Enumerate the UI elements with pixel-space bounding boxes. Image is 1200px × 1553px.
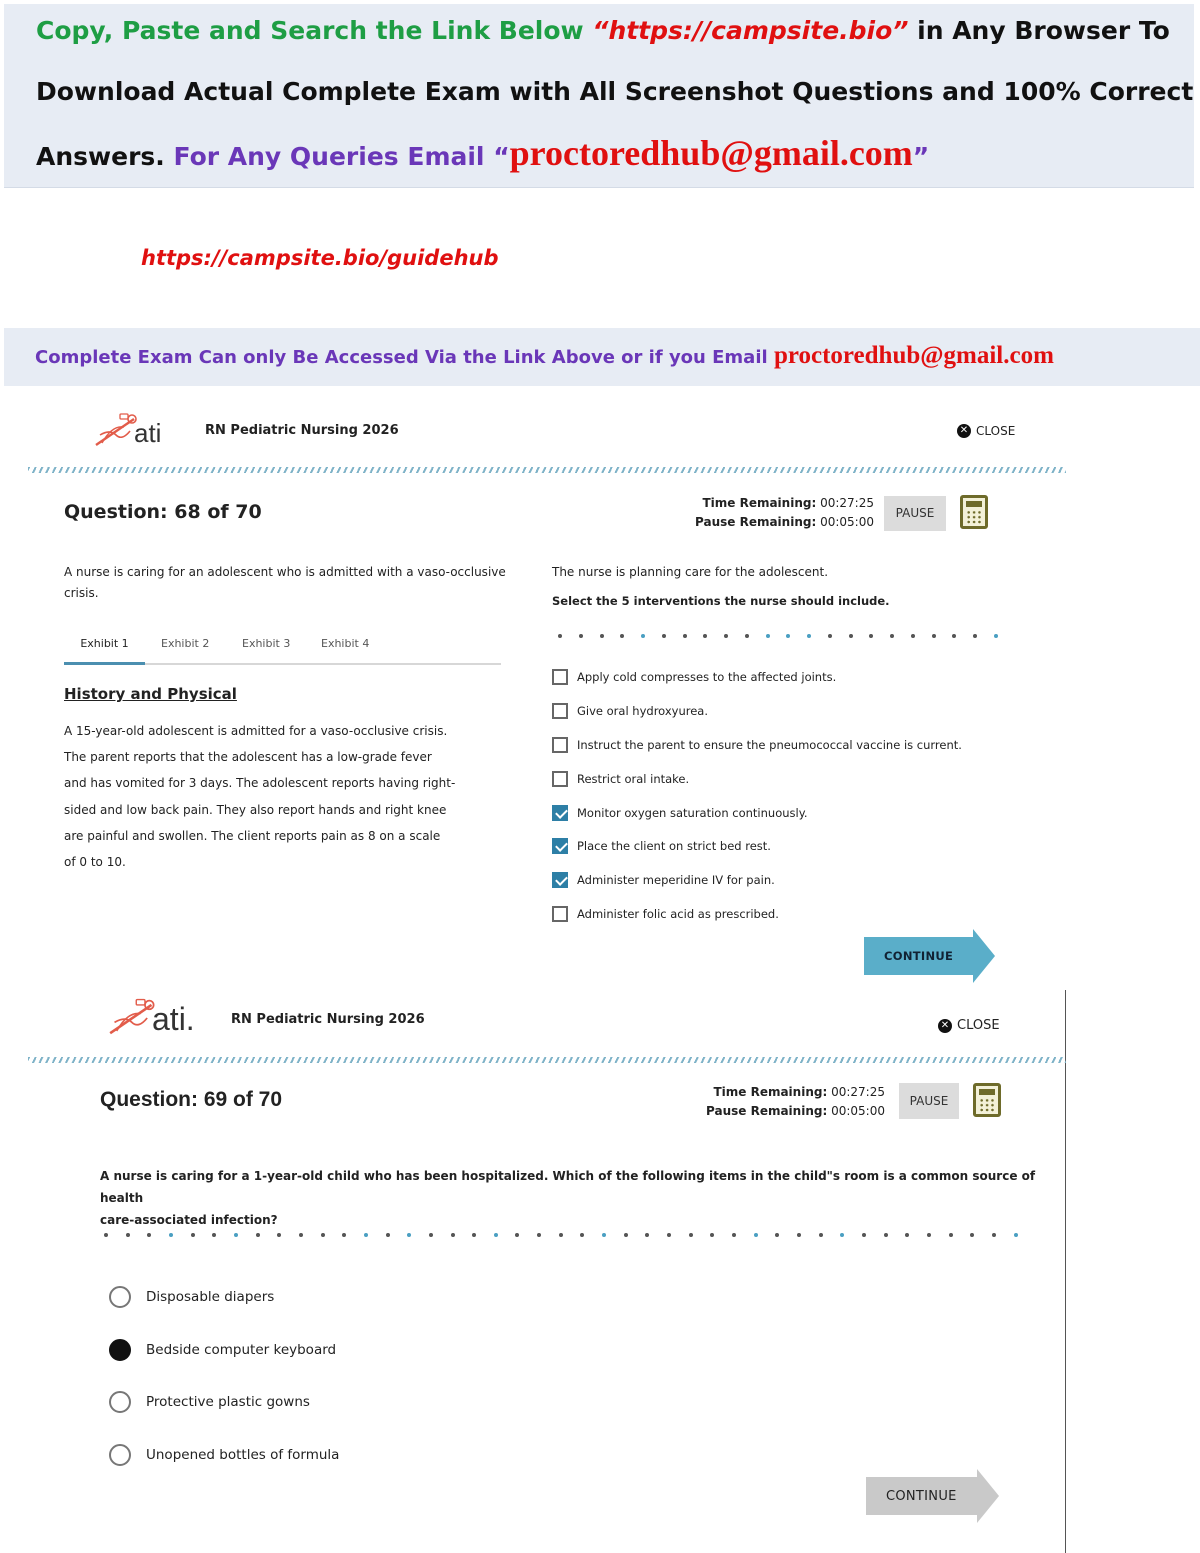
banner-line-1 [36,16,1170,45]
option-radio[interactable] [109,1391,310,1413]
progress-dot [364,1233,368,1237]
question-number: Question: 68 of 70 [64,501,262,523]
progress-dots [104,1231,1018,1239]
radio-button-selected[interactable] [109,1339,131,1361]
checkbox[interactable] [552,669,568,685]
progress-dot [580,1233,584,1237]
arrow-right-icon [977,1469,999,1523]
question-number: Question: 69 of 70 [100,1088,283,1111]
progress-dot [724,634,728,638]
calculator-icon-part [966,510,982,524]
ati-caduceus-logo-icon [108,998,158,1038]
option-label: Unopened bottles of formula [146,1447,340,1463]
pause-button[interactable]: PAUSE [884,496,946,531]
radio-button[interactable] [109,1444,131,1466]
option-checkbox[interactable] [552,838,771,854]
option-label: Disposable diapers [146,1289,275,1305]
progress-dot [579,634,583,638]
time-remaining-value: 00:27:25 [820,496,874,510]
progress-dot [710,1233,714,1237]
progress-dot [126,1233,130,1237]
exhibit-line: A 15-year-old adolescent is admitted for a vaso-occlusive crisis. [64,724,448,738]
progress-dot [234,1233,238,1237]
progress-dot [862,1233,866,1237]
course-title: RN Pediatric Nursing 2026 [205,423,399,438]
time-remaining-label: Time Remaining: [713,1085,828,1099]
option-checkbox[interactable] [552,805,808,821]
progress-dot [212,1233,216,1237]
header-divider [28,1057,1066,1063]
checkbox-checked[interactable] [552,872,568,888]
tab-exhibit-4[interactable]: Exhibit 4 [321,637,370,650]
question-stem [100,1165,1040,1231]
progress-dot [927,1233,931,1237]
course-title: RN Pediatric Nursing 2026 [231,1012,425,1027]
progress-dot [299,1233,303,1237]
progress-dot [970,1233,974,1237]
quote-mark: “ [493,142,510,171]
arrow-right-icon [973,929,995,983]
radio-button[interactable] [109,1286,131,1308]
progress-dot [797,1233,801,1237]
calculator-icon-part [979,1089,995,1095]
progress-dot [775,1233,779,1237]
exhibit-body [64,718,464,875]
progress-dot [828,634,832,638]
progress-dot [559,1233,563,1237]
exhibit-tabs [64,635,501,665]
option-label: Place the client on strict bed rest. [577,839,771,853]
option-label: Instruct the parent to ensure the pneumococcal vaccine is current. [577,738,962,752]
access-note-bar [4,328,1200,386]
progress-dot [905,1233,909,1237]
progress-dot [766,634,770,638]
time-remaining-value: 00:27:25 [831,1085,885,1099]
quote-mark: ” [892,16,909,45]
progress-dot [256,1233,260,1237]
option-label: Administer meperidine IV for pain. [577,873,775,887]
progress-dot [932,634,936,638]
banner-line-2: Download Actual Complete Exam with All Screenshot Questions and 100% Correct [36,77,1194,106]
banner-answers: Answers. [36,142,165,171]
pause-remaining-value: 00:05:00 [820,515,874,529]
progress-dot [494,1233,498,1237]
timer-panel [678,1083,885,1121]
exhibit-line: are painful and swollen. The client reports pain as 8 on a scale [64,828,441,843]
guide-link[interactable]: https://campsite.bio/guidehub [141,246,499,270]
close-circle-icon: ✕ [938,1019,952,1033]
progress-dot [600,634,604,638]
close-button[interactable] [938,1018,1000,1033]
progress-dot [147,1233,151,1237]
close-button[interactable] [957,424,1015,438]
progress-dot [683,634,687,638]
progress-dot [169,1233,173,1237]
continue-label: CONTINUE [864,937,973,975]
option-label: Protective plastic gowns [146,1394,310,1410]
ati-logo [94,413,161,449]
promo-banner [4,4,1194,188]
progress-dot [645,1233,649,1237]
progress-dot [949,1233,953,1237]
option-radio[interactable] [109,1286,274,1308]
option-checkbox[interactable] [552,771,689,787]
progress-dot [884,1233,888,1237]
logo-text: ati. [152,1001,195,1037]
option-label: Bedside computer keyboard [146,1342,337,1358]
exhibit-heading: History and Physical [64,685,237,703]
option-checkbox[interactable] [552,703,708,719]
pause-remaining-label: Pause Remaining: [695,515,817,529]
access-note-text: Complete Exam Can only Be Accessed Via the Link Above or if you Email [35,347,774,368]
checkbox[interactable] [552,906,568,922]
close-circle-icon: ✕ [957,424,971,438]
progress-dot [342,1233,346,1237]
option-label: Monitor oxygen saturation continuously. [577,806,808,820]
banner-instruction: Copy, Paste and Search the Link Below [36,16,584,45]
checkbox-checked[interactable] [552,805,568,821]
option-label: Apply cold compresses to the affected joints. [577,670,837,684]
checkbox-checked[interactable] [552,838,568,854]
progress-dot [952,634,956,638]
option-checkbox[interactable] [552,906,779,922]
banner-queries: For Any Queries Email [164,142,494,171]
continue-button[interactable] [866,1477,999,1515]
checkbox[interactable] [552,737,568,753]
progress-dot [786,634,790,638]
option-radio[interactable] [109,1444,339,1466]
tab-exhibit-1[interactable]: Exhibit 1 [64,637,145,665]
option-label: Restrict oral intake. [577,772,690,786]
pause-button[interactable]: PAUSE [899,1083,959,1119]
header-divider [28,467,1066,473]
progress-dot [732,1233,736,1237]
progress-dot [667,1233,671,1237]
tab-exhibit-3[interactable]: Exhibit 3 [242,637,291,650]
progress-dot [819,1233,823,1237]
progress-dot [620,634,624,638]
ati-logo [108,998,195,1038]
checkbox[interactable] [552,703,568,719]
logo-text: ati [134,418,162,448]
banner-link[interactable]: https://campsite.bio [608,16,893,45]
progress-dot [641,634,645,638]
progress-dot [602,1233,606,1237]
progress-dot [992,1233,996,1237]
progress-dot [191,1233,195,1237]
progress-dot [277,1233,281,1237]
exhibit-line: and has vomited for 3 days. The adolescent reports having right- [64,776,456,791]
progress-dot [869,634,873,638]
progress-dot [386,1233,390,1237]
option-checkbox[interactable] [552,872,775,888]
calculator-icon-part [979,1098,995,1112]
calculator-icon[interactable] [973,1083,1001,1117]
continue-button[interactable] [864,937,995,975]
progress-dot [624,1233,628,1237]
question-instruction: Select the 5 interventions the nurse should include. [552,594,890,608]
progress-dot [807,634,811,638]
exhibit-line: of 0 to 10. [64,855,126,870]
question-prompt: The nurse is planning care for the adolescent. [552,565,829,579]
calculator-icon-part [966,501,982,507]
banner-line-3 [36,132,929,174]
access-note [35,342,1054,370]
progress-dot [321,1233,325,1237]
progress-dot [745,634,749,638]
question-stem: A nurse is caring for an adolescent who is admitted with a vaso-occlusive crisis. [64,565,506,600]
access-note-email[interactable]: proctoredhub@gmail.com [773,342,1054,369]
exam-screen-q69 [28,990,1066,1553]
pause-remaining-value: 00:05:00 [831,1104,885,1118]
progress-dot [973,634,977,638]
banner-line-1-suffix: in Any Browser To [908,16,1170,45]
exhibit-line: sided and low back pain. They also report hands and right knee [64,802,447,817]
close-label: CLOSE [976,424,1016,438]
option-checkbox[interactable] [552,669,836,685]
pause-remaining-label: Pause Remaining: [706,1104,828,1118]
progress-dot [451,1233,455,1237]
progress-dot [537,1233,541,1237]
progress-dot [911,634,915,638]
progress-dot [662,634,666,638]
continue-label: CONTINUE [866,1477,977,1515]
progress-dot [1014,1233,1018,1237]
option-radio[interactable] [109,1339,336,1361]
close-label: CLOSE [957,1018,1000,1033]
progress-dot [515,1233,519,1237]
time-remaining-label: Time Remaining: [702,496,817,510]
exhibit-line: The parent reports that the adolescent has a low-grade fever [64,750,432,765]
tab-exhibit-2[interactable]: Exhibit 2 [161,637,210,650]
stem-line: A nurse is caring for a 1-year-old child who has been hospitalized. Which of the following items in the child"s room is a common source of health [100,1169,1036,1205]
progress-dot [703,634,707,638]
progress-dot [754,1233,758,1237]
progress-dot [104,1233,108,1237]
exam-screen-q68 [28,395,1066,985]
progress-dot [890,634,894,638]
progress-dot [840,1233,844,1237]
progress-dot [429,1233,433,1237]
stem-line: care-associated infection? [100,1213,278,1227]
quote-mark: “ [583,16,609,45]
banner-email[interactable]: proctoredhub@gmail.com [509,133,913,173]
timer-panel [668,494,874,532]
quote-mark: ” [912,142,930,171]
option-checkbox[interactable] [552,737,962,753]
calculator-icon[interactable] [960,495,988,529]
option-label: Give oral hydroxyurea. [577,704,709,718]
progress-dot [994,634,998,638]
progress-dot [407,1233,411,1237]
progress-dot [849,634,853,638]
progress-dots [558,632,998,640]
progress-dot [558,634,562,638]
radio-button[interactable] [109,1391,131,1413]
checkbox[interactable] [552,771,568,787]
progress-dot [689,1233,693,1237]
progress-dot [472,1233,476,1237]
option-label: Administer folic acid as prescribed. [577,907,779,921]
